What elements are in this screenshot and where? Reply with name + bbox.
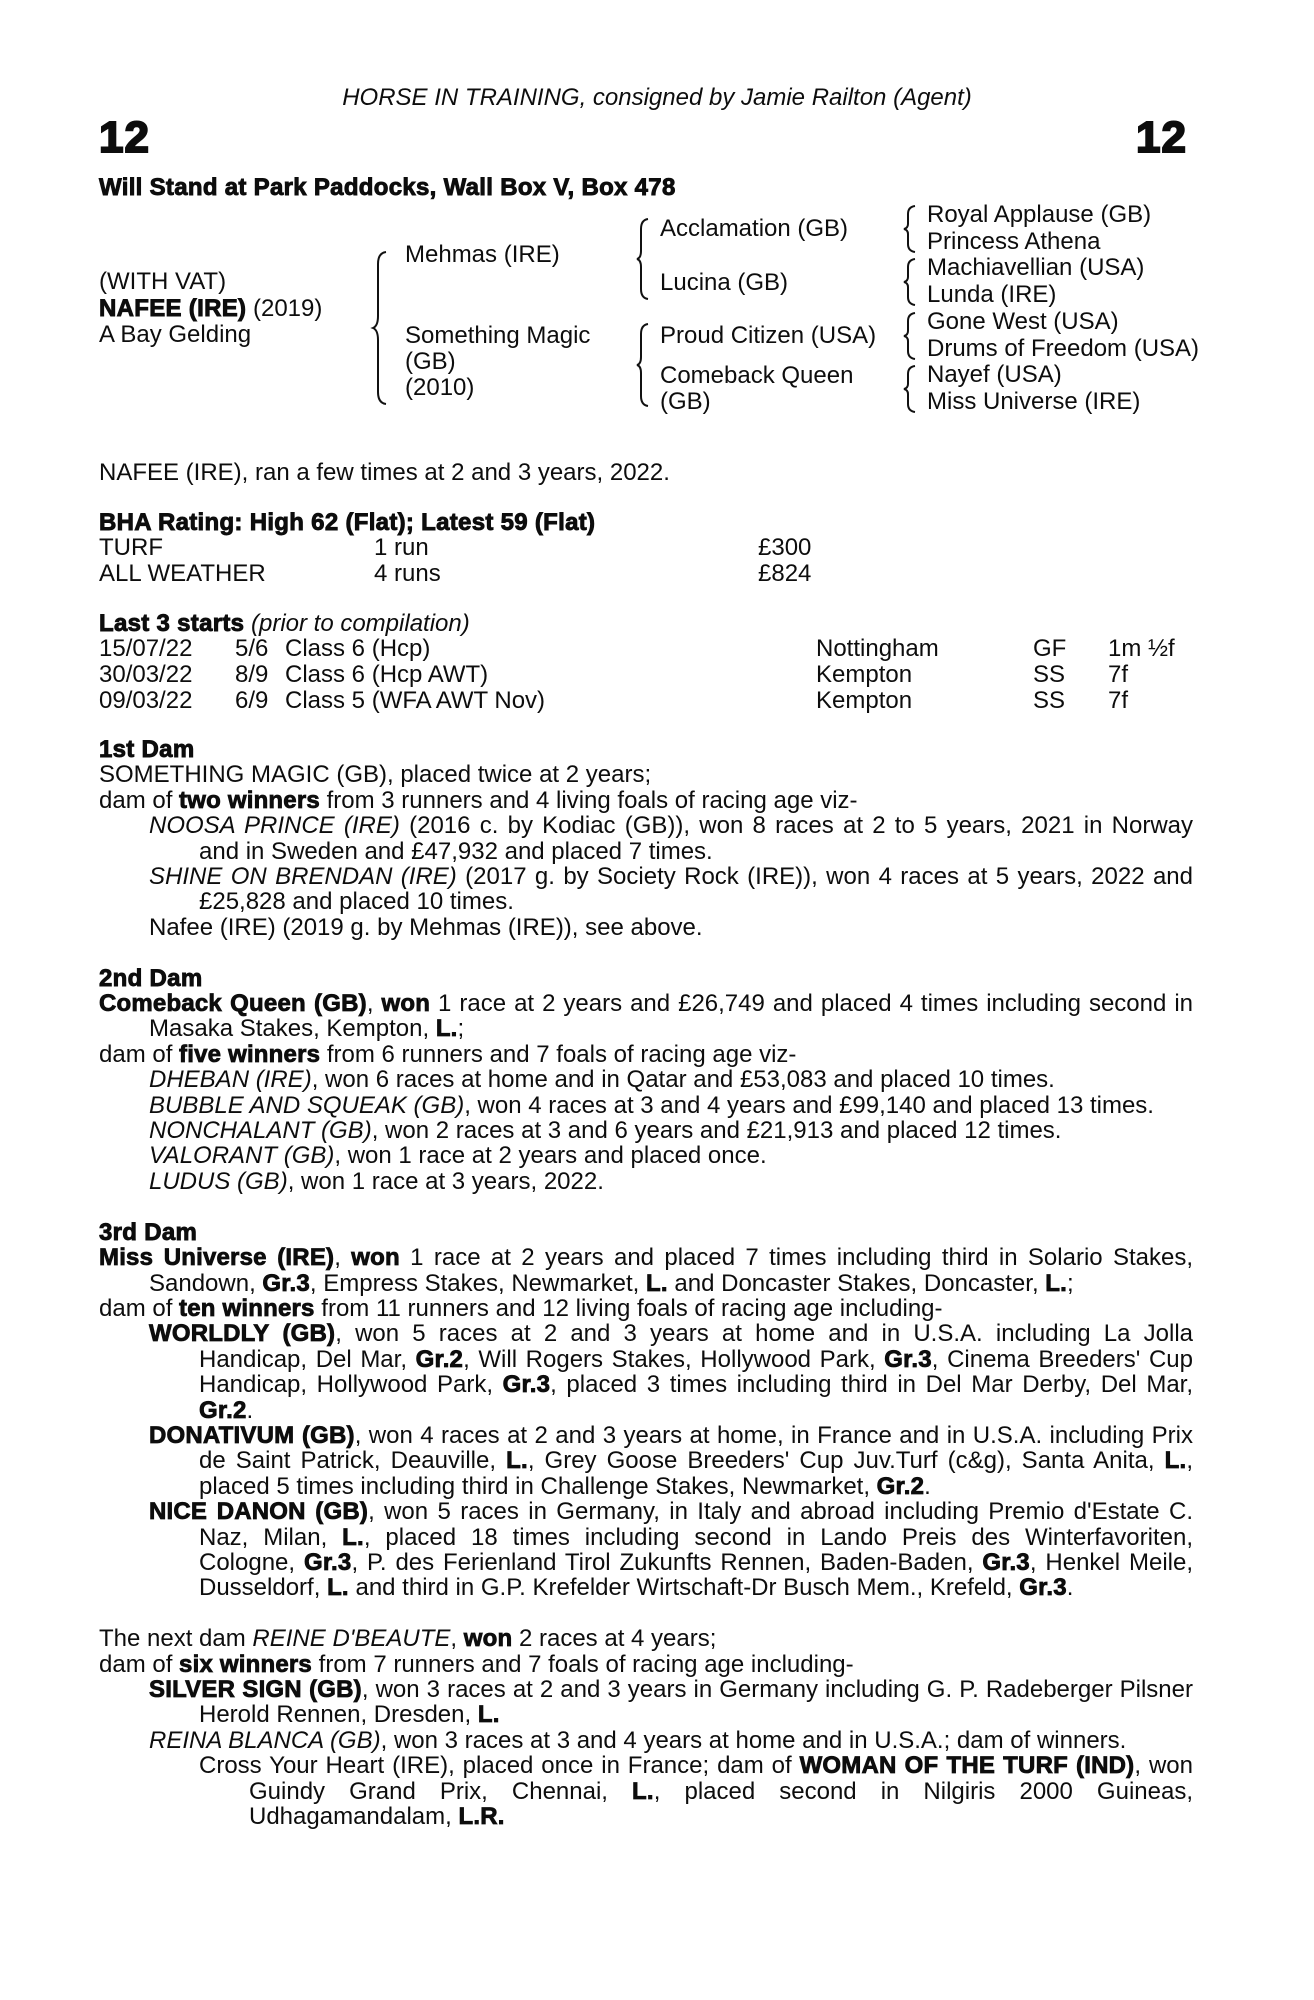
pedigree-g3-item: Lunda (IRE) <box>927 281 1057 309</box>
rating-surface: TURF <box>99 534 163 562</box>
text: , placed 3 times including third in Del Mar Derby, Del Mar, <box>550 1371 1194 1399</box>
italic-text: NOOSA PRINCE (IRE) <box>149 812 400 840</box>
text: dam of <box>99 1650 180 1678</box>
pedigree-g3-item: Princess Athena <box>927 227 1101 255</box>
pedigree-dam-dam-country: (GB) <box>660 388 711 415</box>
start-date: 15/07/22 <box>99 635 193 663</box>
pedigree-dam-name: Something Magic <box>405 322 591 349</box>
pedigree-paragraph <box>99 1118 1193 1143</box>
text: . <box>246 1396 254 1424</box>
text: , <box>450 1625 464 1653</box>
dam-section <box>99 1601 1193 1830</box>
horse-name: NAFEE (IRE) <box>99 294 247 322</box>
pedigree-brace-gen1 <box>372 250 392 406</box>
text: (2016 c. by Kodiac (GB)), won 8 races at 2 to 5 years, 2021 in Norway and in Sweden and £47,932 and placed 7 times. <box>199 812 1193 865</box>
pedigree-sire: Mehmas (IRE) <box>405 241 560 268</box>
start-dist: 1m ½f <box>1108 635 1175 663</box>
bold-text: WOMAN OF THE TURF (IND) <box>799 1752 1135 1780</box>
italic-text: VALORANT (GB) <box>149 1142 335 1170</box>
text: from 3 runners and 4 living foals of racing age viz- <box>319 786 858 814</box>
bold-text: won <box>463 1625 513 1653</box>
rating-earnings: £300 <box>758 534 812 562</box>
horse-description: A Bay Gelding <box>99 321 252 349</box>
dam-section <box>99 737 1193 940</box>
text: and Doncaster Stakes, Doncaster, <box>667 1269 1046 1297</box>
start-going: SS <box>1033 686 1066 714</box>
pedigree-paragraph <box>99 788 1193 813</box>
italic-text: SHINE ON BRENDAN (IRE) <box>149 863 457 891</box>
pedigree-paragraph <box>99 762 1193 787</box>
pedigree-dam-year: (2010) <box>405 374 475 401</box>
text: , placed 5 times including third in Challenge Stakes, Newmarket, <box>199 1447 1193 1500</box>
text: , won 1 race at 3 years, 2022. <box>287 1167 604 1195</box>
text: dam of <box>99 1040 180 1068</box>
rating-runs: 4 runs <box>374 560 441 587</box>
pedigree-paragraph <box>99 1321 1193 1423</box>
pedigree-paragraph <box>99 915 1193 940</box>
pedigree-brace-g3-2 <box>903 257 919 307</box>
text: , won 1 race at 2 years and placed once. <box>334 1142 767 1170</box>
dam-heading: 3rd Dam <box>99 1218 198 1246</box>
pedigree-g3-item: Nayef (USA) <box>927 361 1062 389</box>
bold-text: Gr.3 <box>982 1548 1030 1576</box>
bold-text: L. <box>477 1701 500 1729</box>
text: dam of <box>99 786 180 814</box>
start-going: GF <box>1033 635 1067 663</box>
bold-text: Miss Universe (IRE) <box>99 1244 335 1272</box>
pedigree-paragraph <box>99 1042 1193 1067</box>
text: , <box>334 1244 352 1272</box>
start-pos: 5/6 <box>235 635 269 663</box>
pedigree-g3-item: Machiavellian (USA) <box>927 254 1145 282</box>
text: , won Guindy Grand Prix, Chennai, <box>249 1752 1193 1805</box>
italic-text: BUBBLE AND SQUEAK (GB) <box>149 1091 465 1119</box>
italic-text: LUDUS (GB) <box>149 1167 288 1195</box>
last-starts-title <box>99 611 1193 636</box>
start-dist: 7f <box>1108 661 1129 688</box>
rating-runs: 1 run <box>374 534 429 562</box>
pedigree-g3-item: Miss Universe (IRE) <box>927 387 1141 415</box>
family-sections <box>99 737 1193 1829</box>
bha-rating-heading: BHA Rating: High 62 (Flat); Latest 59 (Flat) <box>99 509 596 536</box>
rating-surface: ALL WEATHER <box>99 560 266 587</box>
dam-heading: 1st Dam <box>99 736 195 763</box>
bold-text: L. <box>1045 1269 1068 1297</box>
text: dam of <box>99 1294 180 1322</box>
start-venue: Nottingham <box>816 635 939 663</box>
text: , won 4 races at 3 and 4 years and £99,140 and placed 13 times. <box>464 1091 1154 1119</box>
last-start-row <box>99 662 1193 688</box>
section-spacer <box>99 1601 1193 1626</box>
pedigree-sire-dam: Lucina (GB) <box>660 269 789 296</box>
race-summary: NAFEE (IRE), ran a few times at 2 and 3 years, 2022. <box>99 459 670 486</box>
text: , Will Rogers Stakes, Hollywood Park, <box>463 1345 885 1373</box>
text: from 7 runners and 7 foals of racing age including- <box>311 1650 854 1678</box>
text: , Cinema Breeders' Cup Handicap, Hollywood Park, <box>199 1345 1193 1399</box>
lot-number-right: 12 <box>1136 113 1187 162</box>
horse-foaled-year: (2019) <box>246 294 323 322</box>
text: 2 races at 4 years; <box>512 1625 717 1653</box>
text: , Grey Goose Breeders' Cup Juv.Turf (c&g), Santa Anita, <box>527 1447 1165 1475</box>
pedigree-paragraph <box>99 1652 1193 1677</box>
text: , Henkel Meile, Dusseldorf, <box>199 1548 1193 1602</box>
last-starts-note: (prior to compilation) <box>244 610 470 637</box>
bold-text: Gr.3 <box>502 1371 551 1399</box>
pedigree-paragraph <box>99 1677 1193 1728</box>
bold-text: SILVER SIGN (GB) <box>149 1675 362 1703</box>
start-pos: 6/9 <box>235 686 269 714</box>
bold-text: two winners <box>179 786 320 814</box>
start-date: 30/03/22 <box>99 661 193 688</box>
text: from 11 runners and 12 living foals of racing age including- <box>314 1294 943 1322</box>
pedigree-brace-g3-4 <box>903 364 919 414</box>
italic-text: NONCHALANT (GB) <box>149 1117 372 1145</box>
bold-text: Gr.2 <box>199 1396 247 1424</box>
start-venue: Kempton <box>816 661 913 688</box>
pedigree-g3-item: Royal Applause (GB) <box>927 201 1152 228</box>
bold-text: DONATIVUM (GB) <box>149 1421 355 1449</box>
text: . <box>1066 1574 1074 1602</box>
pedigree-dam-dam <box>660 363 853 415</box>
bold-text: Gr.2 <box>876 1472 925 1500</box>
bold-text: five winners <box>179 1040 321 1068</box>
bold-text: NICE DANON (GB) <box>149 1498 369 1526</box>
horse-identity <box>99 269 322 349</box>
pedigree-dam-country: (GB) <box>405 348 456 375</box>
start-race: Class 5 (WFA AWT Nov) <box>285 686 546 714</box>
text: 1 race at 2 years and £26,749 and placed 4 times including second in Masaka Stakes, Kempton, <box>149 990 1193 1043</box>
text: (2017 g. by Society Rock (IRE)), won 4 races at 5 years, 2022 and £25,828 and placed 10 times. <box>199 863 1193 916</box>
pedigree-paragraph <box>99 864 1193 915</box>
start-date: 09/03/22 <box>99 686 193 714</box>
pedigree-dam-sire: Proud Citizen (USA) <box>660 322 877 349</box>
pedigree-g3-item: Drums of Freedom (USA) <box>927 334 1200 362</box>
rating-row <box>99 561 1193 587</box>
bold-text: Gr.3 <box>1019 1574 1067 1602</box>
bold-text: L.R. <box>458 1803 505 1831</box>
pedigree-paragraph <box>99 991 1193 1042</box>
text: 1 race at 2 years and placed 7 times including third in Solario Stakes, Sandown, <box>149 1244 1194 1297</box>
bold-text: won <box>351 1244 400 1272</box>
bold-text: L. <box>435 1015 458 1043</box>
pedigree-paragraph <box>99 1143 1193 1168</box>
text: , won 2 races at 3 and 6 years and £21,913 and placed 12 times. <box>371 1117 1062 1145</box>
text: , won 5 races at 2 and 3 years at home and in U.S.A. including La Jolla Handicap, Del Mar, <box>199 1320 1193 1373</box>
pedigree-paragraph <box>99 1423 1193 1499</box>
pedigree-dam-dam-name: Comeback Queen <box>660 362 854 389</box>
start-dist: 7f <box>1108 686 1129 714</box>
pedigree-paragraph <box>99 1753 1193 1829</box>
pedigree-paragraph <box>99 1626 1193 1651</box>
text: ; <box>1067 1269 1074 1297</box>
vat-label: (WITH VAT) <box>99 268 227 295</box>
bha-rating-block <box>99 510 1193 587</box>
bold-text: L. <box>646 1269 668 1297</box>
text: , placed second in Nilgiris 2000 Guineas, Udhagamandalam, <box>249 1777 1193 1831</box>
pedigree-paragraph <box>99 1499 1193 1601</box>
text: , won 6 races at home and in Qatar and £53,083 and placed 10 times. <box>311 1066 1055 1094</box>
text: SOMETHING MAGIC (GB), placed twice at 2 years; <box>99 761 652 789</box>
pedigree-paragraph <box>99 1245 1193 1296</box>
dam-section <box>99 1194 1193 1600</box>
pedigree-brace-dam <box>636 322 652 408</box>
bold-text: Gr.3 <box>303 1548 352 1576</box>
pedigree-brace-g3-3 <box>903 311 919 361</box>
dam-section <box>99 940 1193 1194</box>
pedigree-g3-item: Gone West (USA) <box>927 307 1119 335</box>
bold-text: WORLDLY (GB) <box>149 1320 336 1348</box>
start-race: Class 6 (Hcp AWT) <box>285 661 489 688</box>
last-start-row <box>99 688 1193 714</box>
bold-text: L. <box>506 1447 528 1475</box>
stabling-location: Will Stand at Park Paddocks, Wall Box V, Box 478 <box>99 174 676 201</box>
bold-text: L. <box>1164 1447 1187 1475</box>
pedigree-sire-sire: Acclamation (GB) <box>660 215 849 242</box>
catalogue-header: HORSE IN TRAINING, consigned by Jamie Railton (Agent) <box>342 84 972 111</box>
text: Nafee (IRE) (2019 g. by Mehmas (IRE)), see above. <box>149 913 703 941</box>
start-pos: 8/9 <box>235 661 269 688</box>
bold-text: L. <box>342 1523 364 1551</box>
text: , Empress Stakes, Newmarket, <box>309 1269 647 1297</box>
text: Cross Your Heart (IRE), placed once in France; dam of <box>199 1752 800 1780</box>
lot-number-left: 12 <box>99 113 150 162</box>
dam-heading: 2nd Dam <box>99 964 203 992</box>
last-start-row <box>99 636 1193 662</box>
italic-text: REINA BLANCA (GB) <box>149 1726 381 1754</box>
pedigree-dam <box>405 323 590 401</box>
pedigree-paragraph <box>99 1067 1193 1092</box>
bold-text: L. <box>327 1574 349 1602</box>
last-starts-block <box>99 611 1193 713</box>
text: , P. des Ferienland Tirol Zukunfts Rennen, Baden-Baden, <box>351 1548 983 1576</box>
section-spacer <box>99 940 1193 965</box>
bold-text: six winners <box>179 1650 312 1678</box>
text: , won 5 races in Germany, in Italy and abroad including Premio d'Estate C. Naz, Milan, <box>199 1498 1194 1551</box>
text: . <box>924 1472 931 1500</box>
text: , <box>366 990 382 1018</box>
start-venue: Kempton <box>816 686 913 714</box>
bold-text: L. <box>632 1777 654 1805</box>
pedigree-paragraph <box>99 1169 1193 1194</box>
italic-text: DHEBAN (IRE) <box>149 1066 312 1094</box>
text: from 6 runners and 7 foals of racing age viz- <box>320 1040 797 1068</box>
bold-text: won <box>381 990 431 1018</box>
text: , won 3 races at 2 and 3 years in Germany including G. P. Radeberger Pilsner Herold Rennen, Dresden, <box>199 1675 1193 1729</box>
horse-name-line <box>99 296 322 323</box>
italic-text: REINE D'BEAUTE <box>252 1625 451 1653</box>
text: , placed 18 times including second in Lando Preis des Winterfavoriten, Cologne, <box>199 1523 1193 1576</box>
bold-text: ten winners <box>179 1294 315 1322</box>
text: and third in G.P. Krefelder Wirtschaft-Dr Busch Mem., Krefeld, <box>348 1574 1020 1602</box>
text: , won 4 races at 2 and 3 years at home, in France and in U.S.A. including Prix de Saint Patrick, Deauville, <box>199 1421 1193 1475</box>
start-going: SS <box>1033 661 1066 688</box>
pedigree-paragraph <box>99 1296 1193 1321</box>
pedigree-brace-g3-1 <box>903 204 919 254</box>
pedigree-paragraph <box>99 1728 1193 1753</box>
pedigree-brace-sire <box>636 217 652 301</box>
bold-text: Gr.3 <box>884 1345 932 1373</box>
text: , won 3 races at 3 and 4 years at home and in U.S.A.; dam of winners. <box>380 1726 1127 1754</box>
bold-text: Gr.3 <box>262 1269 310 1297</box>
bold-text: Gr.2 <box>415 1345 464 1373</box>
section-spacer <box>99 1194 1193 1219</box>
rating-row <box>99 535 1193 561</box>
text: ; <box>457 1015 465 1043</box>
pedigree-paragraph <box>99 1093 1193 1118</box>
last-starts-heading: Last 3 starts <box>99 610 245 637</box>
pedigree-third-generation <box>927 202 1199 416</box>
start-race: Class 6 (Hcp) <box>285 635 431 663</box>
text: The next dam <box>99 1625 253 1653</box>
bold-text: Comeback Queen (GB) <box>99 990 367 1018</box>
rating-earnings: £824 <box>758 560 812 587</box>
pedigree-paragraph <box>99 813 1193 864</box>
